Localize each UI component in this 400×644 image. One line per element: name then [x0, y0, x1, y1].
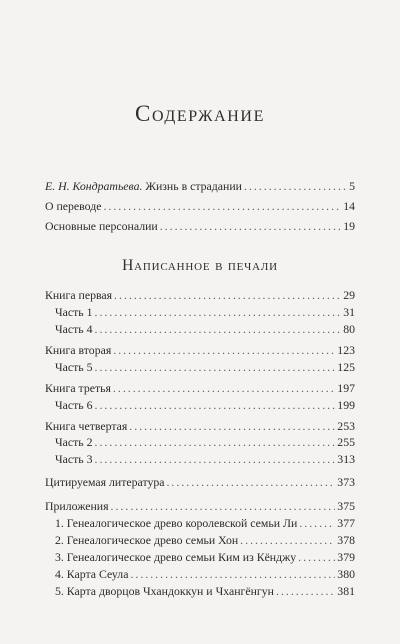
leader-dots: [160, 219, 341, 233]
toc-entry-appendix-1[interactable]: [55, 516, 355, 530]
leader-dots: [130, 567, 335, 581]
toc-entry-page: 125: [337, 360, 355, 374]
leader-dots: [276, 584, 335, 598]
toc-entry-part-2[interactable]: [55, 435, 355, 449]
leader-dots: [298, 550, 335, 564]
toc-entry-title: Приложения: [45, 499, 109, 513]
toc-entry-appendix-5[interactable]: [55, 584, 355, 598]
toc-entry-title: 1. Генеалогическое древо королевской семьи Ли: [55, 516, 298, 530]
leader-dots: [166, 475, 335, 489]
toc-entry-title: Книга четвертая: [45, 419, 128, 433]
toc-entry-title: О переводе: [45, 199, 102, 213]
toc-entry-appendix-2[interactable]: [55, 533, 355, 547]
leader-dots: [95, 452, 336, 466]
toc-entry-title: Часть 3: [55, 452, 93, 466]
leader-dots: [95, 322, 342, 336]
toc-entry-label: [45, 179, 242, 193]
leader-dots: [244, 179, 347, 193]
leader-dots: [95, 435, 336, 449]
leader-dots: [240, 533, 335, 547]
toc-entry-title: 4. Карта Сеула: [55, 567, 129, 581]
toc-entry-title: 5. Карта дворцов Чхандоккун и Чхангёнгун: [55, 584, 274, 598]
toc-entry-page: 253: [337, 419, 355, 433]
toc-entry-title: Жизнь в страдании: [142, 179, 242, 193]
toc-entry-page: 379: [337, 550, 355, 564]
toc-entry-part-3[interactable]: [55, 452, 355, 466]
toc-entry-page: 31: [343, 305, 355, 319]
toc-entry-book-4[interactable]: [45, 419, 355, 433]
toc-entry-page: 19: [343, 219, 355, 233]
section-title: Написанное в печали: [122, 257, 278, 274]
toc-entry-book-2[interactable]: [45, 343, 355, 357]
toc-entry-title: Часть 6: [55, 398, 93, 412]
toc-entry-page: 380: [337, 567, 355, 581]
toc-entry-part-4[interactable]: [55, 322, 355, 336]
toc-entry-kondratieva[interactable]: [45, 179, 355, 193]
leader-dots: [95, 398, 336, 412]
leader-dots: [113, 343, 335, 357]
toc-entry-page: 375: [337, 499, 355, 513]
toc-entry-title: Основные персоналии: [45, 219, 158, 233]
toc-entry-page: 378: [337, 533, 355, 547]
toc-entry-title: Цитируемая литература: [45, 475, 165, 489]
toc-entry-page: 80: [343, 322, 355, 336]
toc-entry-author: Е. Н. Кондратьева.: [45, 179, 143, 193]
toc-entry-page: 373: [337, 475, 355, 489]
toc-entry-title: 3. Генеалогическое древо семьи Ким из Кёнджу: [55, 550, 297, 564]
toc-entry-title: Книга третья: [45, 381, 111, 395]
leader-dots: [103, 199, 341, 213]
toc-entry-page: 377: [337, 516, 355, 530]
toc-entry-page: 197: [337, 381, 355, 395]
toc-entry-page: 123: [337, 343, 355, 357]
toc-entry-appendices[interactable]: [45, 499, 355, 513]
leader-dots: [113, 381, 335, 395]
toc-entry-title: Книга вторая: [45, 343, 112, 357]
toc-entry-part-1[interactable]: [55, 305, 355, 319]
toc-entry-page: 381: [337, 584, 355, 598]
toc-entry-title: Книга первая: [45, 288, 113, 302]
toc-entry-part-5[interactable]: [55, 360, 355, 374]
toc-entry-appendix-3[interactable]: [55, 550, 355, 564]
leader-dots: [111, 499, 336, 513]
toc-entry-appendix-4[interactable]: [55, 567, 355, 581]
toc-entry-page: 313: [337, 452, 355, 466]
leader-dots: [114, 288, 341, 302]
page-title: Содержание: [135, 101, 265, 126]
toc-entry-title: Часть 5: [55, 360, 93, 374]
toc-entry-page: 199: [337, 398, 355, 412]
leader-dots: [95, 360, 336, 374]
toc-entry-page: 14: [343, 199, 355, 213]
leader-dots: [129, 419, 335, 433]
toc-entry-page: 29: [343, 288, 355, 302]
toc-entry-page: 5: [349, 179, 355, 193]
leader-dots: [299, 516, 335, 530]
toc-entry-about-translation[interactable]: [45, 199, 355, 213]
toc-entry-title: Часть 2: [55, 435, 93, 449]
toc-entry-page: 255: [337, 435, 355, 449]
toc-entry-part-6[interactable]: [55, 398, 355, 412]
toc-entry-book-3[interactable]: [45, 381, 355, 395]
toc-entry-main-persons[interactable]: [45, 219, 355, 233]
toc-entry-title: Часть 1: [55, 305, 93, 319]
toc-entry-title: Часть 4: [55, 322, 93, 336]
leader-dots: [95, 305, 342, 319]
toc-entry-book-1[interactable]: [45, 288, 355, 302]
toc-entry-bibliography[interactable]: [45, 475, 355, 489]
toc-entry-title: 2. Генеалогическое древо семьи Хон: [55, 533, 239, 547]
